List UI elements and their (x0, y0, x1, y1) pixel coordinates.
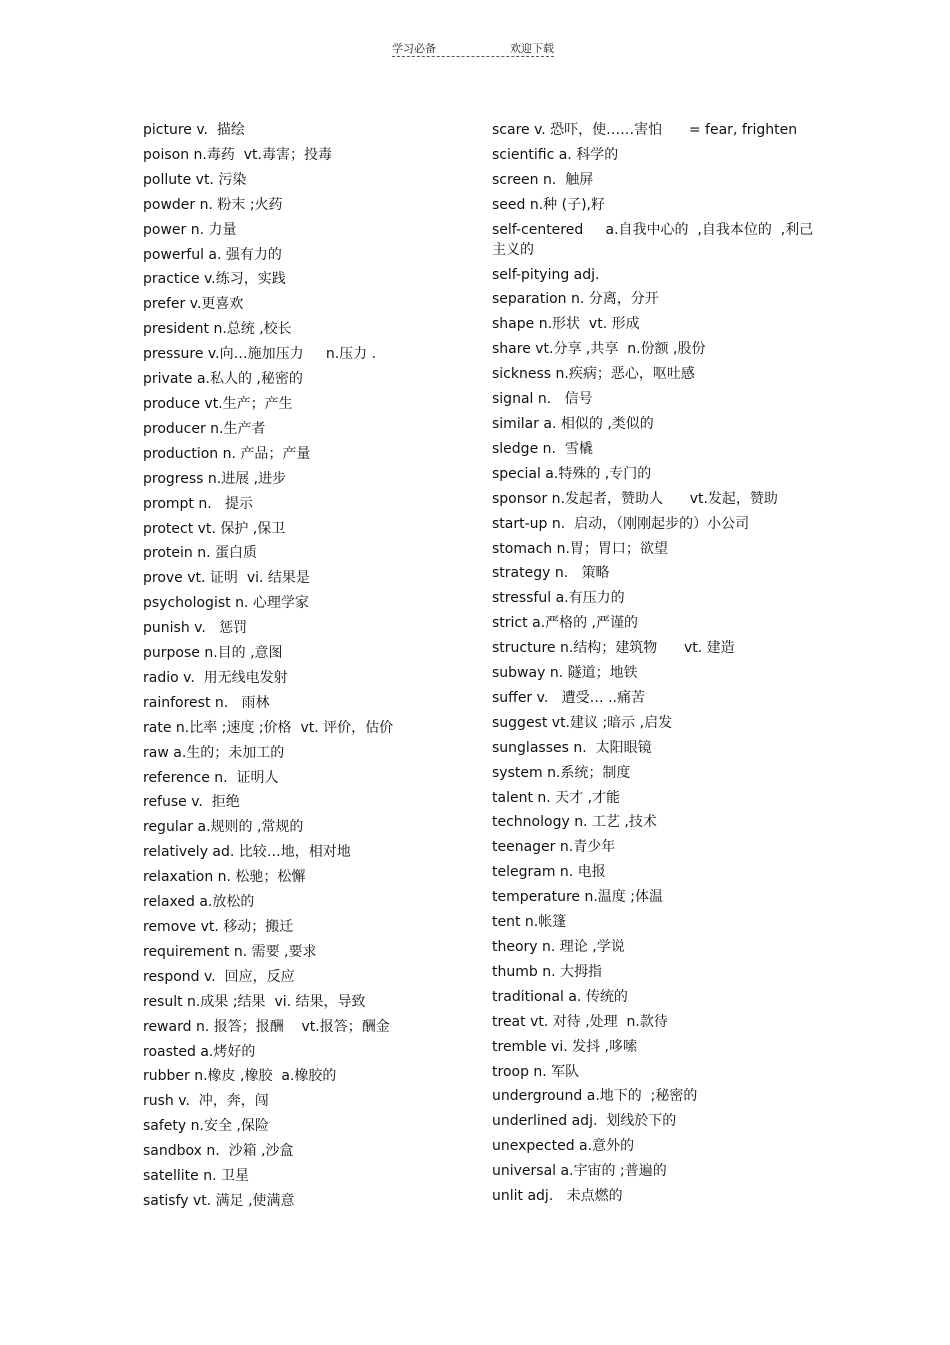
vocab-entry: suffer v. 遭受… ..痛苦 (492, 689, 645, 706)
vocab-entry: production n. 产品；产量 (143, 445, 311, 462)
vocab-entry: telegram n. 电报 (492, 864, 606, 881)
vocab-entry: self-pitying adj. (492, 266, 600, 283)
vocab-entry: sponsor n.发起者，赞助人 vt.发起，赞助 (492, 490, 778, 507)
vocab-entry: roasted a.烤好的 (143, 1043, 256, 1060)
vocab-entry: protein n. 蛋白质 (143, 545, 257, 562)
vocab-entry: relaxation n. 松驰；松懈 (143, 869, 306, 886)
vocab-entry: result n.成果 ;结果 vi. 结果，导致 (143, 993, 366, 1010)
vocab-entry: satisfy vt. 满足 ,使满意 (143, 1192, 295, 1209)
vocab-entry: punish v. 惩罚 (143, 620, 248, 637)
vocab-entry: reference n. 证明人 (143, 769, 279, 786)
vocab-entry: prompt n. 提示 (143, 495, 254, 512)
vocab-entry: sandbox n. 沙箱 ,沙盒 (143, 1143, 294, 1160)
vocab-entry: unlit adj. 未点燃的 (492, 1188, 623, 1205)
vocab-entry: thumb n. 大拇指 (492, 963, 602, 980)
vocab-entry: unexpected a.意外的 (492, 1138, 635, 1155)
header-right-text: 欢迎下载 (510, 42, 554, 55)
vocab-entry: requirement n. 需要 ,要求 (143, 943, 317, 960)
vocab-entry: underground a.地下的 ;秘密的 (492, 1088, 698, 1105)
vocab-entry: underlined adj. 划线於下的 (492, 1113, 677, 1130)
vocab-entry: subway n. 隧道；地铁 (492, 665, 638, 682)
vocab-entry: private a.私人的 ,秘密的 (143, 371, 303, 388)
vocab-entry: prove vt. 证明 vi. 结果是 (143, 570, 310, 587)
vocab-entry: separation n. 分离，分开 (492, 291, 659, 308)
vocab-entry: rush v. 冲，奔，闯 (143, 1093, 269, 1110)
vocab-entry: relaxed a.放松的 (143, 894, 255, 911)
vocab-entry: rate n.比率 ;速度 ;价格 vt. 评价，估价 (143, 719, 394, 736)
vocab-entry: practice v.练习，实践 (143, 271, 286, 288)
vocab-entry: powder n. 粉末 ;火药 (143, 196, 283, 213)
vocab-entry: temperature n.温度 ;体温 (492, 889, 663, 906)
vocab-entry: reward n. 报答；报酬 vt.报答；酬金 (143, 1018, 390, 1035)
vocab-entry: sunglasses n. 太阳眼镜 (492, 739, 652, 756)
vocab-entry: sickness n.疾病；恶心，呕吐感 (492, 366, 695, 383)
vocab-entry: pressure v.向…施加压力 n.压力 . (143, 346, 377, 363)
vocab-entry: traditional a. 传统的 (492, 988, 628, 1005)
vocab-entry: universal a.宇宙的 ;普遍的 (492, 1163, 667, 1180)
vocab-entry: regular a.规则的 ,常规的 (143, 819, 304, 836)
vocab-entry: teenager n.青少年 (492, 839, 616, 856)
vocab-entry: raw a.生的；未加工的 (143, 744, 285, 761)
page-header (392, 40, 554, 57)
vocab-entry: treat vt. 对待 ,处理 n.款待 (492, 1013, 668, 1030)
vocab-entry: rainforest n. 雨林 (143, 694, 270, 711)
vocab-entry: psychologist n. 心理学家 (143, 595, 309, 612)
vocab-entry: sledge n. 雪橇 (492, 440, 593, 457)
vocab-entry: respond v. 回应，反应 (143, 968, 295, 985)
vocab-entry: signal n. 信号 (492, 391, 593, 408)
vocab-entry: talent n. 天才 ,才能 (492, 789, 621, 806)
vocab-entry: seed n.种 (子),籽 (492, 196, 606, 213)
vocab-entry: purpose n.目的 ,意图 (143, 645, 283, 662)
vocab-entry: similar a. 相似的 ,类似的 (492, 415, 654, 432)
left-vocabulary-column (143, 120, 473, 1216)
right-vocabulary-column (492, 120, 822, 1211)
vocab-entry: relatively ad. 比较…地，相对地 (143, 844, 351, 861)
vocab-entry: stomach n.胃；胃口；欲望 (492, 540, 668, 557)
vocab-entry: produce vt.生产；产生 (143, 395, 293, 412)
vocab-entry: power n. 力量 (143, 221, 237, 238)
vocab-entry: prefer v.更喜欢 (143, 296, 244, 313)
vocab-entry: troop n. 军队 (492, 1063, 580, 1080)
vocab-entry: system n.系统；制度 (492, 764, 631, 781)
header-left-text: 学习必备 (392, 42, 436, 55)
vocab-entry: safety n.安全 ,保险 (143, 1118, 269, 1135)
vocab-entry: refuse v. 拒绝 (143, 794, 240, 811)
vocab-entry: rubber n.橡皮 ,橡胶 a.橡胶的 (143, 1068, 337, 1085)
vocab-entry: pollute vt. 污染 (143, 171, 247, 188)
vocab-entry: remove vt. 移动；搬迁 (143, 919, 294, 935)
vocab-entry: satellite n. 卫星 (143, 1168, 249, 1185)
vocab-entry: producer n.生产者 (143, 420, 266, 437)
vocab-entry: theory n. 理论 ,学说 (492, 939, 625, 955)
vocab-entry: technology n. 工艺 ,技术 (492, 814, 657, 831)
vocab-entry: start-up n. 启动，（刚刚起步的）小公司 (492, 515, 750, 532)
vocab-entry: tent n.帐篷 (492, 914, 567, 931)
vocab-entry: self-centered a.自我中心的 ,自我本位的 ,利己主义的 (492, 221, 814, 258)
vocab-entry: president n.总统 ,校长 (143, 321, 292, 338)
vocab-entry: share vt.分享 ,共享 n.份额 ,股份 (492, 341, 706, 358)
vocab-entry: poison n.毒药 vt.毒害；投毒 (143, 146, 332, 163)
vocab-entry: progress n.进展 ,进步 (143, 470, 287, 487)
vocab-entry: strict a.严格的 ,严谨的 (492, 615, 638, 632)
vocab-entry: scientific a. 科学的 (492, 146, 619, 163)
vocab-entry: protect vt. 保护 ,保卫 (143, 520, 286, 537)
vocab-entry: suggest vt.建议 ;暗示 ,启发 (492, 714, 673, 731)
vocab-entry: tremble vi. 发抖 ,哆嗦 (492, 1038, 638, 1055)
vocab-entry: powerful a. 强有力的 (143, 246, 282, 263)
vocab-entry: stressful a.有压力的 (492, 590, 625, 607)
vocab-entry: scare v. 恐吓，使……害怕 = fear, frighten (492, 122, 798, 138)
vocab-entry: picture v. 描绘 (143, 122, 245, 138)
vocab-entry: strategy n. 策略 (492, 565, 610, 582)
vocab-entry: shape n.形状 vt. 形成 (492, 316, 640, 333)
vocab-entry: screen n. 触屏 (492, 171, 594, 188)
vocab-entry: radio v. 用无线电发射 (143, 669, 288, 686)
vocab-entry: special a.特殊的 ,专门的 (492, 465, 652, 482)
vocab-entry: structure n.结构；建筑物 vt. 建造 (492, 640, 735, 657)
